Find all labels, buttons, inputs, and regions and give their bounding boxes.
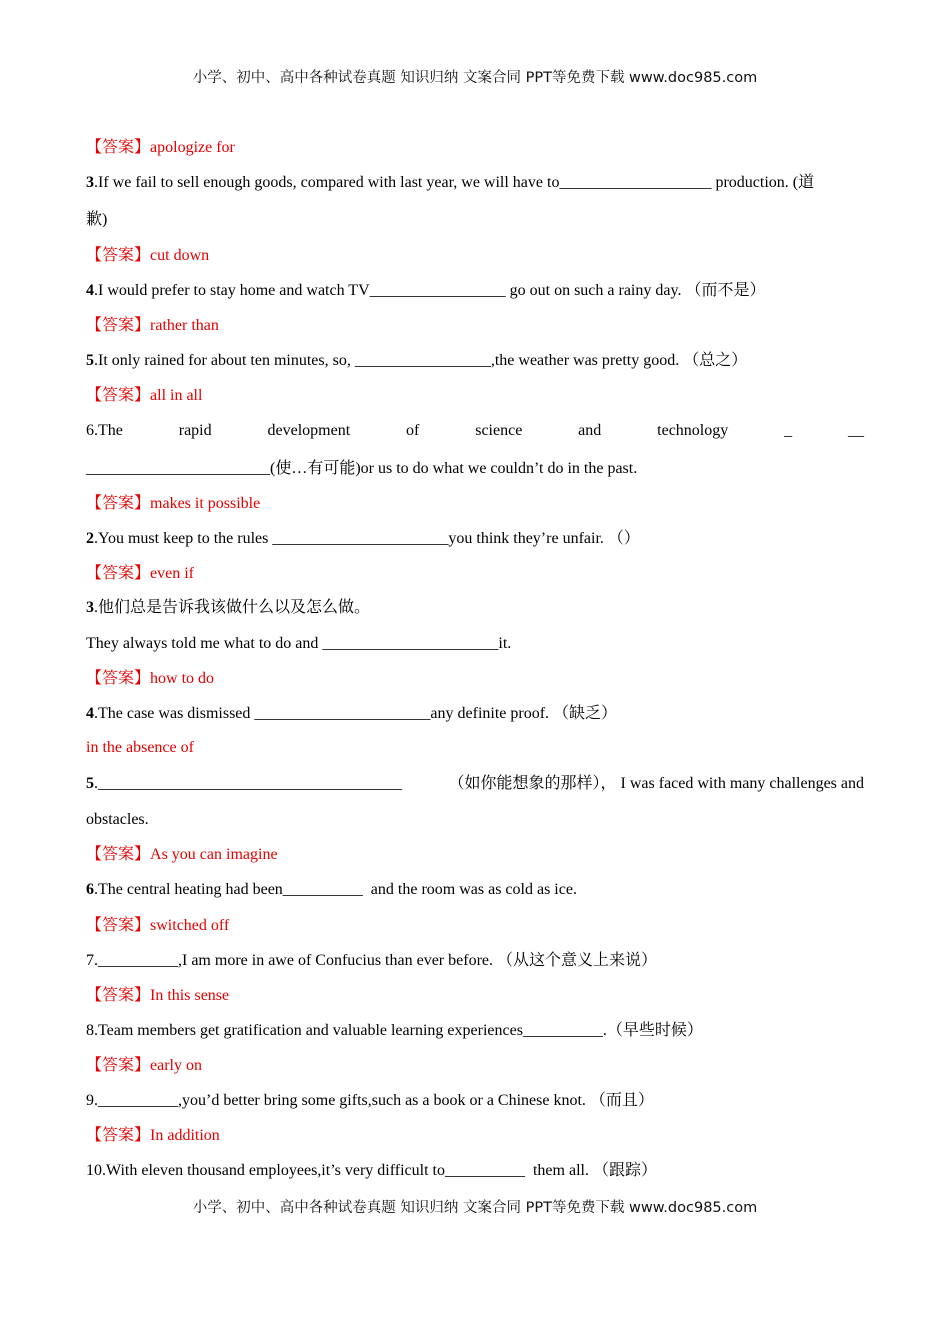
- question-3: [86, 173, 814, 193]
- question-number: 5: [86, 352, 94, 369]
- answer-label: 【答案】: [86, 917, 151, 934]
- answer-text: all in all: [150, 387, 203, 404]
- answer-label: 【答案】: [86, 846, 151, 863]
- question-6-justified-line: [86, 421, 864, 441]
- question-text: .It only rained for about ten minutes, so, _________________,the weather was pretty good. （总之）: [94, 352, 748, 369]
- answer-label: 【答案】: [86, 565, 151, 582]
- question-3b-continuation: They always told me what to do and ______________________it.: [86, 635, 512, 652]
- answer-line: [86, 1056, 202, 1076]
- question-text: .You must keep to the rules ______________________you think they’re unfair. （）: [94, 530, 640, 547]
- answer-line: [86, 1126, 220, 1146]
- answer-line: [86, 316, 219, 336]
- q6-word: rapid: [178, 422, 212, 439]
- q6-word: of: [406, 422, 420, 439]
- answer-text: early on: [150, 1057, 202, 1074]
- question-3-continuation: 歉): [86, 211, 108, 228]
- answer-text-only: in the absence of: [86, 739, 194, 756]
- answer-label: 【答案】: [86, 495, 151, 512]
- question-number: 3: [86, 599, 94, 616]
- answer-text: even if: [150, 565, 194, 582]
- answer-line: [86, 564, 194, 584]
- question-text: .The central heating had been__________ and the room was as cold as ice.: [94, 881, 577, 898]
- answer-line: [86, 494, 260, 514]
- question-blank: .______________________________________: [94, 775, 402, 792]
- answer-line: [86, 916, 229, 936]
- q6-word: 6.The: [86, 422, 123, 439]
- answer-label: 【答案】: [86, 247, 151, 264]
- answer-label: 【答案】: [86, 1127, 151, 1144]
- q6-word: development: [267, 422, 351, 439]
- answer-label: 【答案】: [86, 139, 151, 156]
- question-2b: [86, 529, 640, 549]
- question-number: 5: [86, 775, 94, 792]
- question-number: 3: [86, 174, 94, 191]
- answer-label: 【答案】: [86, 317, 151, 334]
- question-number: 4: [86, 282, 94, 299]
- answer-line: [86, 669, 214, 689]
- page-footer: 小学、初中、高中各种试卷真题 知识归纳 文案合同 PPT等免费下载 www.doc985.com: [192, 1200, 758, 1216]
- question-5b-continuation: obstacles.: [86, 811, 149, 828]
- answer-line: [86, 246, 209, 266]
- answer-text: apologize for: [150, 139, 235, 156]
- question-6-continuation: _______________________(使…有可能)or us to do what we couldn’t do in the past.: [86, 460, 638, 477]
- answer-text: switched off: [150, 917, 230, 934]
- q6-word: and: [578, 422, 602, 439]
- question-number: 6: [86, 881, 94, 898]
- question-3b: [86, 598, 370, 618]
- answer-text: As you can imagine: [150, 846, 278, 863]
- question-text: .If we fail to sell enough goods, compared with last year, we will have to___________________ production. (道: [94, 174, 815, 191]
- question-number: 4: [86, 705, 94, 722]
- q6-word: science: [475, 422, 523, 439]
- answer-line: [86, 138, 235, 158]
- answer-text: In addition: [150, 1127, 220, 1144]
- q6-word: __: [848, 422, 864, 439]
- question-9: 9.__________,you’d better bring some gifts,such as a book or a Chinese knot. （而且）: [86, 1092, 654, 1109]
- q6-word: technology: [657, 422, 729, 439]
- question-5b: [86, 774, 864, 794]
- answer-text: In this sense: [150, 987, 230, 1004]
- question-number: 2: [86, 530, 94, 547]
- question-text: .他们总是告诉我该做什么以及怎么做。: [94, 599, 371, 616]
- question-4: [86, 281, 765, 301]
- question-7: 7.__________,I am more in awe of Confucius than ever before. （从这个意义上来说）: [86, 952, 657, 969]
- question-4b: [86, 704, 617, 724]
- question-text: .The case was dismissed ______________________any definite proof. （缺乏）: [94, 705, 618, 722]
- answer-text: rather than: [150, 317, 219, 334]
- q6-word: _: [784, 422, 793, 439]
- question-5: [86, 351, 747, 371]
- answer-label: 【答案】: [86, 987, 151, 1004]
- question-text: .I would prefer to stay home and watch TV_________________ go out on such a rainy day. （而不是）: [94, 282, 766, 299]
- question-6b: [86, 880, 577, 900]
- answer-line: [86, 986, 229, 1006]
- question-10: 10.With eleven thousand employees,it’s very difficult to__________ them all. （跟踪）: [86, 1162, 657, 1179]
- answer-label: 【答案】: [86, 670, 151, 687]
- answer-label: 【答案】: [86, 1057, 151, 1074]
- answer-line: [86, 386, 202, 406]
- answer-label: 【答案】: [86, 387, 151, 404]
- answer-text: cut down: [150, 247, 210, 264]
- page-header: 小学、初中、高中各种试卷真题 知识归纳 文案合同 PPT等免费下载 www.doc985.com: [192, 70, 758, 86]
- question-text: （如你能想象的那样）， I was faced with many challenges and: [448, 775, 864, 792]
- question-8: 8.Team members get gratification and valuable learning experiences__________.（早些时候）: [86, 1022, 703, 1039]
- answer-line: [86, 845, 278, 865]
- answer-text: makes it possible: [150, 495, 261, 512]
- answer-text: how to do: [150, 670, 215, 687]
